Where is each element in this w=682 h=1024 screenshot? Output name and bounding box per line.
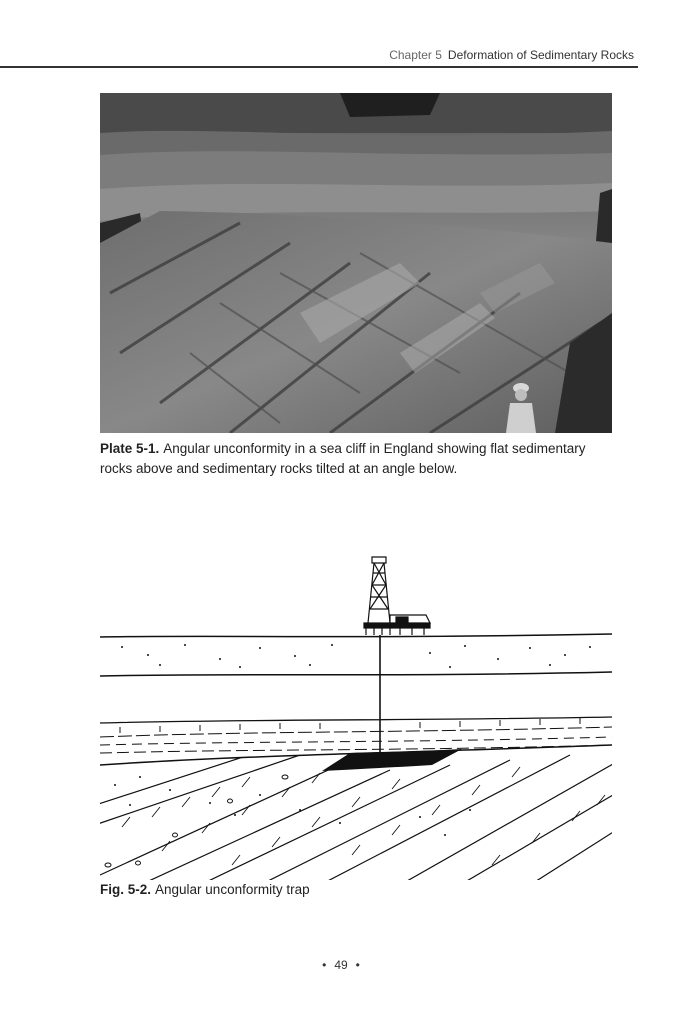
running-head	[389, 48, 634, 62]
angular-unconformity-trap-diagram	[100, 555, 612, 880]
page-number: 49	[334, 958, 348, 972]
oil-trap	[322, 749, 462, 771]
pebbles	[105, 775, 288, 867]
figure-diagram	[100, 555, 612, 880]
plate-text: Angular unconformity in a sea cliff in England showing flat sedimentary rocks above and sedimentary rocks tilted at an angle below.	[100, 441, 586, 476]
plate-label: Plate 5-1.	[100, 441, 160, 456]
page-footer	[0, 958, 682, 972]
sea-cliff-photo	[100, 93, 612, 433]
chapter-number: Chapter 5	[389, 48, 442, 62]
folio-dot-left: •	[322, 958, 327, 972]
folio-dot-right: •	[355, 958, 360, 972]
header-rule	[0, 66, 638, 68]
chapter-title: Deformation of Sedimentary Rocks	[447, 48, 634, 62]
plate-caption	[100, 439, 620, 479]
figure-label: Fig. 5-2.	[100, 882, 152, 897]
figure-text: Angular unconformity trap	[155, 882, 310, 897]
drilling-rig-icon	[364, 557, 430, 635]
plate-photo	[100, 93, 612, 433]
figure-caption	[100, 880, 620, 900]
sand-layer	[121, 644, 591, 668]
